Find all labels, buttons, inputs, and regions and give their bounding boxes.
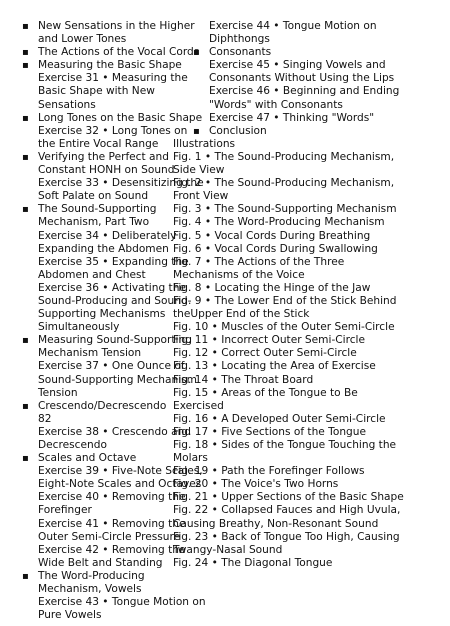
- toc-exercise-link[interactable]: Exercise 32 • Long Tones on the Entire Vocal Range: [38, 124, 188, 150]
- figure-link[interactable]: Fig. 20 • The Voice's Two Horns: [173, 478, 339, 491]
- toc-section-link[interactable]: ▪ Verifying the Perfect and Constant HONH on Sound: [38, 151, 206, 177]
- toc-section-link[interactable]: ▪ Crescendo/Decrescendo: [38, 400, 206, 413]
- toc-section-link[interactable]: ▪ The Sound-Supporting Mechanism, Part Two: [38, 203, 206, 229]
- toc-section-link[interactable]: ▪ The Actions of the Vocal Cords: [38, 46, 206, 59]
- figure-link[interactable]: Fig. 3 • The Sound-Supporting Mechanism: [173, 203, 397, 216]
- toc-exercise-link[interactable]: Exercise 44 • Tongue Motion on Diphthongs: [209, 20, 377, 46]
- figure-link[interactable]: Fig. 22 • Collapsed Fauces and High Uvula, Causing Breathy, Non-Resonant Sound: [173, 504, 401, 530]
- toc-section-link[interactable]: ▪ New Sensations in the Higher and Lower Tones: [38, 20, 206, 46]
- figure-link[interactable]: Fig. 17 • Five Sections of the Tongue: [173, 425, 367, 438]
- toc-exercise-link[interactable]: Exercise 39 • Five-Note Scales, Eight-Note Scales and Octaves: [38, 465, 203, 491]
- figure-link[interactable]: Fig. 8 • Locating the Hinge of the Jaw: [173, 281, 371, 294]
- figure-list: [173, 151, 407, 570]
- figure-link[interactable]: Fig. 9 • The Lower End of the Stick Behind theUpper End of the Stick: [173, 294, 397, 321]
- figure-link[interactable]: Fig. 15 • Areas of the Tongue to Be Exercised: [173, 386, 358, 412]
- toc-exercise-link[interactable]: Exercise 35 • Expanding the Abdomen and Chest: [38, 255, 189, 281]
- toc-section-link[interactable]: ▪ Conclusion: [209, 125, 407, 138]
- toc-right-top: [209, 20, 407, 138]
- figure-link[interactable]: Fig. 18 • Sides of the Tongue Touching the Molars: [173, 439, 397, 465]
- toc-exercise-link[interactable]: Exercise 38 • Crescendo and Decrescendo: [38, 425, 192, 451]
- figure-link[interactable]: Fig. 21 • Upper Sections of the Basic Shape: [173, 491, 404, 504]
- toc-section-link[interactable]: ▪ Scales and Octave: [38, 452, 206, 465]
- toc-section-link[interactable]: ▪ Consonants: [209, 46, 407, 59]
- toc-exercise-link[interactable]: Exercise 47 • Thinking "Words": [209, 111, 375, 124]
- toc-exercise-link[interactable]: Exercise 42 • Removing the Wide Belt and Standing: [38, 543, 186, 569]
- toc-exercise-link[interactable]: Exercise 45 • Singing Vowels and Consonants Without Using the Lips: [209, 59, 395, 85]
- figure-link[interactable]: Fig. 11 • Incorrect Outer Semi-Circle: [173, 334, 366, 347]
- toc-section-link[interactable]: ▪ Long Tones on the Basic Shape: [38, 112, 206, 125]
- figure-link[interactable]: Fig. 2 • The Sound-Producing Mechanism, Front View: [173, 177, 395, 203]
- toc-exercise-link[interactable]: Exercise 31 • Measuring the Basic Shape with New Sensations: [38, 72, 188, 111]
- figure-link[interactable]: Fig. 5 • Vocal Cords During Breathing: [173, 229, 371, 242]
- figure-link[interactable]: Fig. 12 • Correct Outer Semi-Circle: [173, 347, 357, 360]
- figure-link[interactable]: Fig. 16 • A Developed Outer Semi-Circle: [173, 412, 386, 425]
- toc-exercise-link[interactable]: Exercise 41 • Removing the Outer Semi-Circle Pressure: [38, 517, 186, 543]
- toc-exercise-link[interactable]: Exercise 46 • Beginning and Ending "Words" with Consonants: [209, 85, 400, 111]
- figure-link[interactable]: Fig. 6 • Vocal Cords During Swallowing: [173, 242, 378, 255]
- toc-exercise-link[interactable]: Exercise 43 • Tongue Motion on Pure Vowels: [38, 596, 206, 622]
- toc-exercise-link[interactable]: Exercise 37 • One Ounce of Sound-Supporting Mechanism Tension: [38, 360, 197, 399]
- toc-exercise-link[interactable]: Exercise 36 • Activating the Sound-Producing and Sound-Supporting Mechanisms Simultaneously: [38, 281, 192, 334]
- figure-link[interactable]: Fig. 24 • The Diagonal Tongue: [173, 556, 333, 569]
- figure-link[interactable]: Fig. 7 • The Actions of the Three Mechanisms of the Voice: [173, 255, 345, 281]
- figure-link[interactable]: Fig. 4 • The Word-Producing Mechanism: [173, 216, 385, 229]
- toc-section-link[interactable]: ▪ Measuring Sound-Supporting Mechanism Tension: [38, 334, 206, 360]
- toc-exercise-link[interactable]: Exercise 33 • Desensitizing the Soft Palate on Sound: [38, 177, 204, 203]
- illustrations-heading: Illustrations: [173, 137, 236, 150]
- toc-exercise-link[interactable]: Exercise 40 • Removing the Forefinger: [38, 491, 186, 517]
- figure-link[interactable]: Fig. 13 • Locating the Area of Exercise: [173, 360, 376, 373]
- figure-link[interactable]: Fig. 1 • The Sound-Producing Mechanism, Side View: [173, 150, 395, 177]
- toc-section-link[interactable]: ▪ The Word-Producing Mechanism, Vowels: [38, 570, 206, 596]
- figure-link[interactable]: Fig. 10 • Muscles of the Outer Semi-Circle: [173, 321, 395, 334]
- toc-section-link[interactable]: ▪ Measuring the Basic Shape: [38, 59, 206, 72]
- figure-link[interactable]: Fig. 19 • Path the Forefinger Follows: [173, 465, 365, 478]
- figure-link[interactable]: Fig. 14 • The Throat Board: [173, 373, 314, 386]
- toc-exercise-link[interactable]: Exercise 34 • Deliberately Expanding the Abdomen: [38, 229, 177, 255]
- toc-right-column: [173, 20, 407, 570]
- figure-link[interactable]: Fig. 23 • Back of Tongue Too High, Causing Twangy-Nasal Sound: [173, 530, 400, 556]
- toc-exercise-link[interactable]: 82: [38, 412, 52, 425]
